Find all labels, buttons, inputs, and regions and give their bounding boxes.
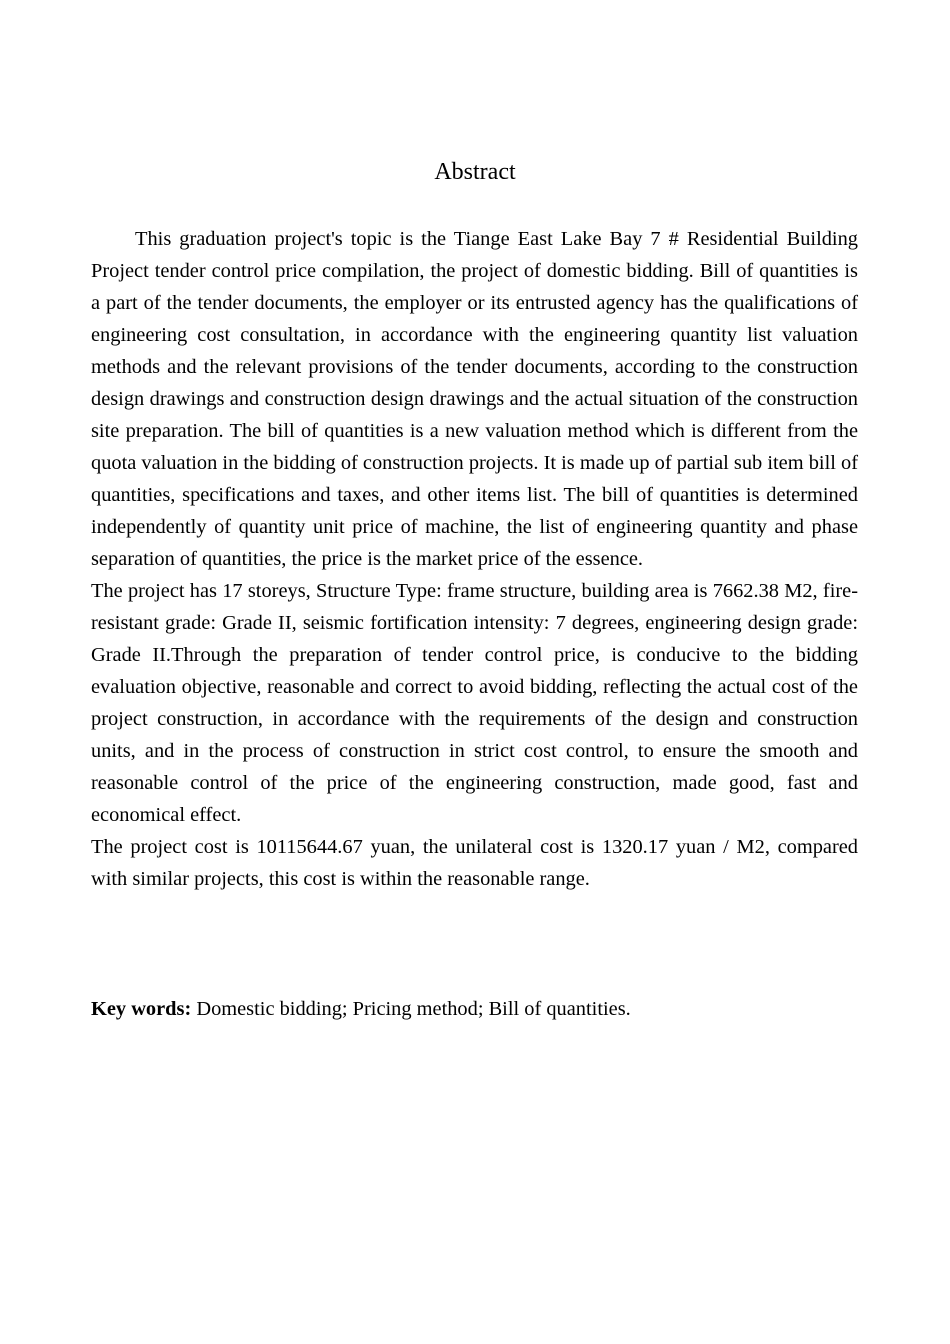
abstract-title: Abstract [434, 159, 516, 185]
keywords-text: Domestic bidding; Pricing method; Bill of quantities. [191, 998, 631, 1020]
abstract-paragraph-2: The project has 17 storeys, Structure Type: frame structure, building area is 7662.38 M2, fire-resistant grade: Grade II, seismic fortification intensity: 7 degrees, engineering design grade: Grade II.Through the preparation of tender control price, is conducive to the bidding evaluation objective, reasonable and correct to avoid bidding, reflecting the actual cost of the project construction, in accordance with the requirements of the design and construction units, and in the process of construction in strict cost control, to ensure the smooth and reasonable control of the price of the engineering construction, made good, fast and economical effect. [91, 580, 858, 826]
abstract-body [91, 223, 858, 895]
abstract-paragraph-1: This graduation project's topic is the Tiange East Lake Bay 7 # Residential Building Project tender control price compilation, the project of domestic bidding. Bill of quantities is a part of the tender documents, the employer or its entrusted agency has the qualifications of engineering cost consultation, in accordance with the engineering quantity list valuation methods and the relevant provisions of the tender documents, according to the construction design drawings and construction design drawings and the actual situation of the construction site preparation. The bill of quantities is a new valuation method which is different from the quota valuation in the bidding of construction projects. It is made up of partial sub item bill of quantities, specifications and taxes, and other items list. The bill of quantities is determined independently of quantity unit price of machine, the list of engineering quantity and phase separation of quantities, the price is the market price of the essence. [91, 228, 858, 570]
keywords-line [91, 993, 858, 1025]
keywords-label: Key words: [91, 998, 192, 1020]
abstract-paragraph-3: The project cost is 10115644.67 yuan, the unilateral cost is 1320.17 yuan / M2, compared with similar projects, this cost is within the reasonable range. [91, 836, 858, 890]
